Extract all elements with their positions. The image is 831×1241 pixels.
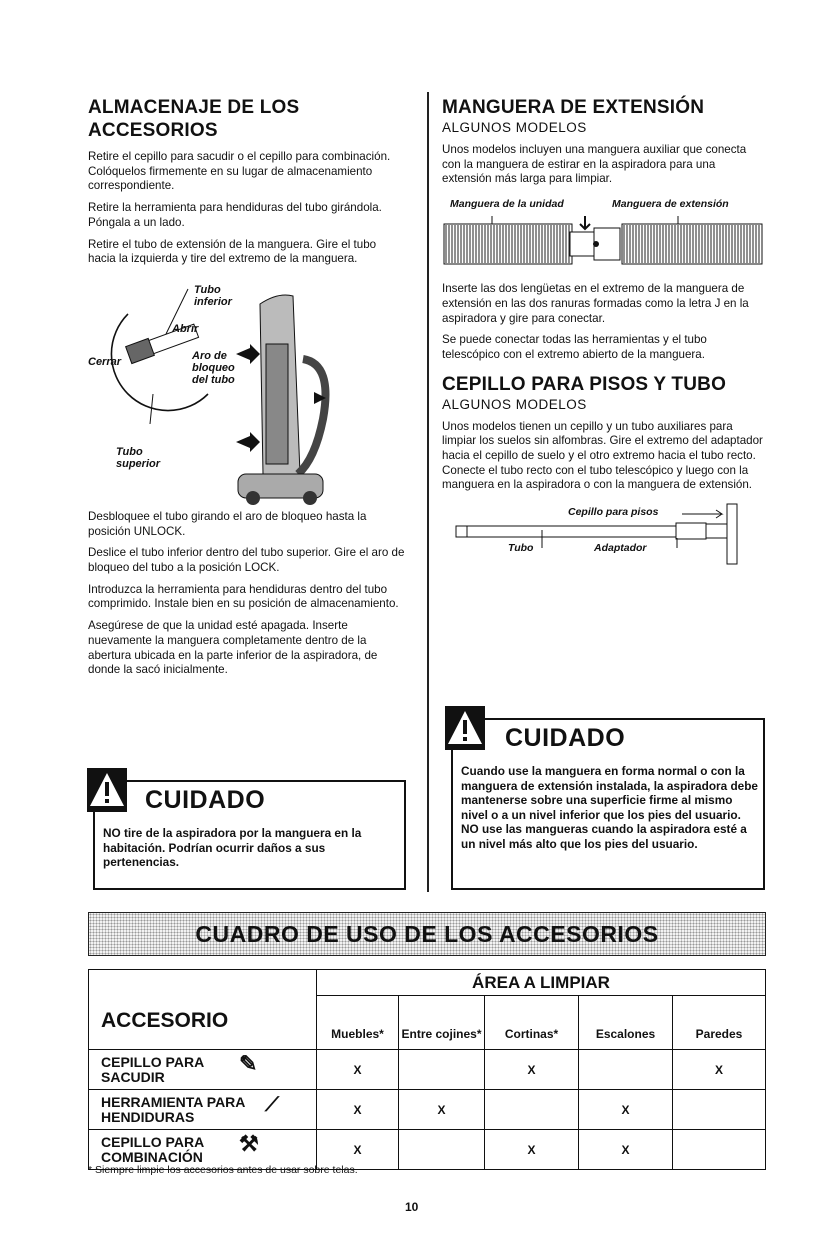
warning-icon: [87, 768, 127, 812]
paragraph: Retire el cepillo para sacudir o el cepillo para combinación. Colóquelos firmemente en su lugar de almacenamiento correspondiente.: [88, 150, 391, 193]
column-divider: [427, 92, 429, 892]
caution-box-left: [93, 780, 406, 890]
paragraph: Retire la herramienta para hendiduras del tubo girándola. Póngala a un lado.: [88, 201, 382, 229]
label-cerrar: Cerrar: [88, 355, 122, 368]
title-line: ALMACENAJE DE LOS: [88, 97, 300, 118]
table-row: [89, 1090, 766, 1130]
table-cell: [673, 1130, 766, 1170]
table-header-row: [89, 970, 766, 996]
paragraph: Se puede conectar todas las herramientas y el tubo telescópico con el extremo abierto de la manguera.: [442, 333, 707, 361]
section-subtitle: ALGUNOS MODELOS: [442, 396, 587, 412]
paragraph: Inserte las dos lengüetas en el extremo de la manguera de extensión en las dos ranuras formadas como la letra J en la aspiradora y gire para conectar.: [442, 282, 749, 325]
table-cell: [399, 1130, 485, 1170]
accesorio-header-cell: [89, 970, 317, 1050]
column-header: Paredes: [673, 996, 766, 1050]
caution-title: CUIDADO: [505, 724, 626, 752]
paragraph: Unos modelos incluyen una manguera auxiliar que conecta con la manguera de estirar en la aspiradora para una extensión más larga para limpiar.: [442, 143, 747, 186]
paragraph: Introduzca la herramienta para hendiduras dentro del tubo comprimido. Instale bien en su posición de almacenamiento.: [88, 582, 399, 611]
table-cell: [399, 1050, 485, 1090]
label-cepillo-pisos: Cepillo para pisos: [568, 506, 659, 519]
table-cell: X: [673, 1050, 766, 1090]
crevice-tool-icon: ⟋: [265, 1094, 279, 1116]
table-cell: X: [317, 1130, 399, 1170]
table-row: [89, 1050, 766, 1090]
paragraph: Desbloquee el tubo girando el aro de bloqueo hasta la posición UNLOCK.: [88, 509, 367, 538]
footnote: * Siempre limpie los accesorios antes de usar sobre telas.: [88, 1164, 358, 1176]
section-title-floor-brush: CEPILLO PARA PISOS Y TUBO: [442, 373, 727, 395]
combination-brush-icon: ⚒: [239, 1131, 259, 1156]
title-line: ACCESORIOS: [88, 120, 218, 141]
label-aro: Aro de bloqueo del tubo: [192, 349, 235, 386]
label-tubo-superior: Tubo superior: [116, 445, 161, 470]
area-header: ÁREA A LIMPIAR: [317, 970, 766, 996]
vacuum-tube-figure: [88, 274, 406, 510]
floor-brush-illustration: [442, 500, 767, 580]
page-number: 10: [405, 1200, 419, 1214]
right-column: [442, 96, 767, 580]
accesorio-header: ACCESORIO: [101, 1009, 229, 1032]
left-column: [88, 96, 406, 685]
table-cell: [673, 1090, 766, 1130]
table-cell: X: [485, 1130, 579, 1170]
accessory-usage-table: [88, 969, 766, 1170]
caution-box-right: [451, 718, 765, 890]
table-cell: X: [485, 1050, 579, 1090]
accessory-name-cell: CEPILLO PARA SACUDIR ✎: [89, 1050, 317, 1090]
section-title-extension-hose: MANGUERA DE EXTENSIÓN: [442, 97, 705, 118]
column-header: Muebles*: [317, 996, 399, 1050]
table-cell: [579, 1050, 673, 1090]
label-manguera-unidad: Manguera de la unidad: [450, 198, 564, 211]
section-subtitle: ALGUNOS MODELOS: [442, 120, 587, 135]
dusting-brush-icon: ✎: [239, 1051, 258, 1076]
column-header: Entre cojines*: [399, 996, 485, 1050]
column-header: Cortinas*: [485, 996, 579, 1050]
tube-lock-illustration: [88, 274, 406, 510]
label-adaptador: Adaptador: [594, 542, 647, 555]
table-cell: X: [579, 1090, 673, 1130]
label-manguera-extension: Manguera de extensión: [612, 198, 729, 211]
caution-text: Cuando use la manguera en forma normal o con la manguera de extensión instalada, la aspiradora debe mantenerse sobre una superficie firme al mismo nivel o a un nivel inferior que los pies del usuario. NO use las mangueras cuando la aspiradora esté a un nivel más alto que los pies del usuario.: [461, 764, 758, 851]
section-title-storage: [88, 96, 406, 142]
accessory-chart-banner: [88, 912, 766, 956]
warning-icon: [445, 706, 485, 750]
table-cell: X: [399, 1090, 485, 1130]
accessory-name-cell: CEPILLO PARA COMBINACIÓN ⚒: [89, 1130, 317, 1170]
table-cell: X: [317, 1090, 399, 1130]
table-cell: X: [579, 1130, 673, 1170]
label-tubo: Tubo: [508, 542, 534, 555]
paragraph: Unos modelos tienen un cepillo y un tubo auxiliares para limpiar los suelos sin alfombras. Gire el extremo del adaptador hacia el cepillo de suelo y el otro extremo hacia el tubo recto. Conecte el tubo recto con el tubo telescópico y luego con la manguera en la aspiradora o con la manguera de extensión.: [442, 419, 763, 492]
banner-title: CUADRO DE USO DE LOS ACCESORIOS: [195, 920, 659, 947]
label-tubo-inferior: Tubo inferior: [194, 283, 232, 308]
caution-title: CUIDADO: [145, 786, 266, 814]
paragraph: Asegúrese de que la unidad esté apagada. Inserte nuevamente la manguera completamente dentro de la abertura ubicada en la parte inferior de la aspiradora, de donde la sacó inicialmente.: [88, 619, 378, 677]
column-header: Escalones: [579, 996, 673, 1050]
accessory-name-cell: HERRAMIENTA PARA HENDIDURAS ⟋: [89, 1090, 317, 1130]
table-cell: [485, 1090, 579, 1130]
hose-illustration: [442, 194, 767, 282]
paragraph: Deslice el tubo inferior dentro del tubo superior. Gire el aro de bloqueo del tubo a la posición LOCK.: [88, 546, 405, 575]
paragraph: Retire el tubo de extensión de la manguera. Gire el tubo hacia la izquierda y tire del extremo de la manguera.: [88, 237, 377, 266]
label-abrir: Abrir: [172, 322, 199, 335]
caution-text: NO tire de la aspiradora por la manguera en la habitación. Podrían ocurrir daños a sus pertenencias.: [103, 826, 362, 870]
table-cell: X: [317, 1050, 399, 1090]
